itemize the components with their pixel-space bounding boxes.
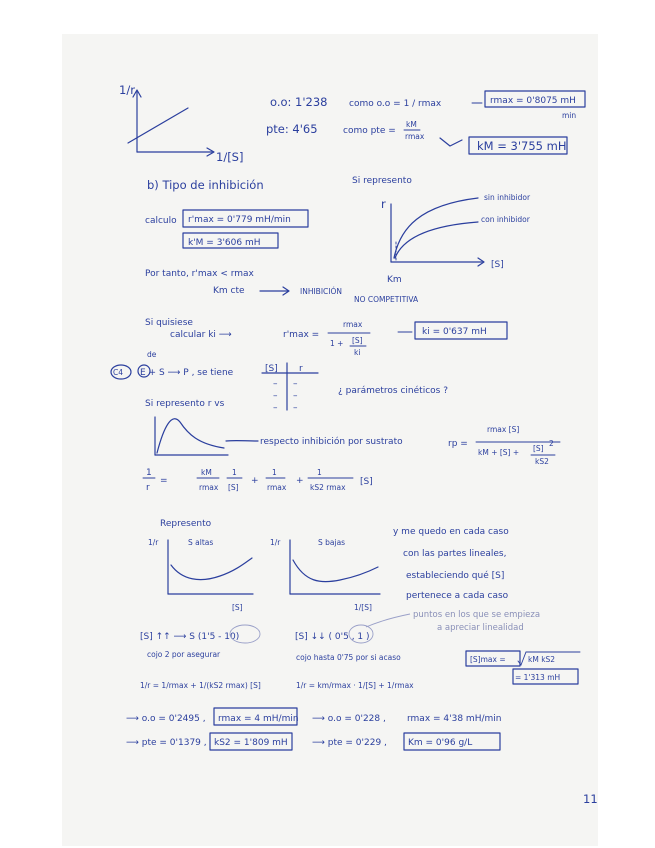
plot1-curve	[171, 558, 252, 580]
substrate-inhibition-sketch	[155, 417, 258, 455]
table-header-s: [S]	[265, 364, 278, 374]
page-number: 11	[583, 792, 598, 806]
ki-formula-den1: 1 +	[330, 339, 344, 348]
table-dash: –	[273, 379, 278, 389]
data-table	[262, 363, 318, 413]
km-result: kM = 3'755 mH	[477, 139, 567, 153]
rp-numerator: rmax [S]	[487, 425, 520, 434]
result-low-km: Km = 0'96 g/L	[408, 738, 473, 748]
low-s-label: [S] ↓↓ ( 0'5 , 1 )	[295, 632, 370, 642]
smax-result: = 1'313 mH	[515, 673, 561, 682]
eq-one-b: 1	[272, 468, 277, 477]
result-high-ks2: kS2 = 1'809 mH	[214, 738, 288, 748]
rp-denominator: kM + [S] +	[478, 448, 520, 457]
conclusion-arrow	[260, 287, 289, 295]
table-dash: –	[293, 403, 298, 413]
note-line-3: estableciendo qué [S]	[406, 571, 505, 581]
result-low-rmax: rmax = 4'38 mH/min	[407, 714, 502, 724]
smax-lhs: [S]max =	[470, 655, 506, 664]
ki-formula-den-s: [S]	[352, 336, 363, 345]
graph-label-km: Km	[387, 275, 402, 285]
conclusion-km: Km cte	[213, 286, 245, 296]
c4-marker: C4	[113, 368, 124, 377]
table-dash: –	[273, 403, 278, 413]
plot-high-s	[148, 538, 253, 612]
eq-plus-1: +	[251, 476, 259, 486]
table-dash: –	[293, 379, 298, 389]
result-low-slope: ⟶ pte = 0'229 ,	[312, 738, 387, 748]
slope-value: pte: 4'65	[266, 122, 318, 136]
section-b-title: b) Tipo de inhibición	[147, 178, 264, 192]
calc-label: calculo	[145, 216, 177, 226]
represent-label: Si represento	[352, 176, 412, 186]
eq-one-a: 1	[232, 468, 237, 477]
curve-label-without: sin inhibidor	[484, 193, 531, 202]
conclusion-inhibition: INHIBICIÓN	[300, 287, 342, 296]
slope-frac-km: kM	[406, 120, 417, 129]
ki-formula-den-ki: ki	[354, 348, 361, 357]
faint-pointer	[366, 614, 410, 627]
lineweaver-burk-sketch	[119, 83, 243, 164]
eq-equals: =	[160, 476, 168, 486]
substrate-inhibition-curve	[157, 419, 224, 453]
eq-km: kM	[201, 468, 212, 477]
ki-result: ki = 0'637 mH	[422, 327, 487, 337]
rmax-prime: r'max = 0'779 mH/min	[188, 215, 291, 225]
smax-rhs: kM kS2	[528, 655, 556, 664]
conclusion-type: NO COMPETITIVA	[354, 295, 419, 304]
eq-ks2-rmax: kS2 rmax	[310, 483, 346, 492]
plot2-curve	[293, 560, 378, 582]
linear-high: 1/r = 1/rmax + 1/(kS2 rmax) [S]	[140, 681, 261, 690]
plot2-y-label: 1/r	[270, 538, 281, 547]
result-high-slope: ⟶ pte = 0'1379 ,	[126, 738, 207, 748]
plot2-x-label: 1/[S]	[354, 603, 372, 612]
km-prime: k'M = 3'606 mH	[188, 238, 261, 248]
note-line-1: y me quedo en cada caso	[393, 527, 509, 537]
note-line-4: pertenece a cada caso	[406, 591, 509, 601]
result-high-rmax: rmax = 4 mH/min	[218, 714, 299, 724]
eq-one-c: 1	[317, 468, 322, 477]
rp-lhs: rp =	[448, 439, 468, 449]
axis-label-y: 1/r	[119, 83, 135, 97]
table-dash: –	[273, 391, 278, 401]
axis-label-x: 1/[S]	[216, 150, 244, 164]
eq-lhs-r: r	[146, 483, 150, 493]
rmax-result: rmax = 0'8075 mH	[490, 96, 576, 106]
result-low-intercept: ⟶ o.o = 0'228 ,	[312, 714, 386, 724]
result-high-intercept: ⟶ o.o = 0'2495 ,	[126, 714, 206, 724]
substrate-inhibition-label: respecto inhibición por sustrato	[260, 437, 403, 447]
eq-lhs-1: 1	[146, 468, 152, 478]
ki-formula-num: rmax	[343, 320, 363, 329]
faint-note-1: puntos en los que se empieza	[413, 610, 541, 620]
graph-label-s: [S]	[491, 260, 504, 270]
intercept-relation: como o.o = 1 / rmax	[349, 99, 442, 109]
rp-superscript: 2	[549, 439, 554, 448]
conclusion-rmax: Por tanto, r'max < rmax	[145, 269, 254, 279]
graph-label-r: r	[381, 197, 386, 211]
plot1-title: S altas	[188, 538, 214, 547]
low-s-note: cojo hasta 0'75 por si acaso	[296, 653, 401, 662]
plot1-x-label: [S]	[232, 603, 243, 612]
eq-s: [S]	[228, 483, 239, 492]
eq-rmax-2: rmax	[267, 483, 287, 492]
eq-tail-s: [S]	[360, 477, 373, 487]
rp-s2: [S]	[533, 444, 544, 453]
curve-label-with: con inhibidor	[481, 215, 530, 224]
ki-intro-2: calcular ki ⟶	[170, 330, 232, 340]
note-line-2: con las partes lineales,	[403, 549, 507, 559]
ki-formula-lhs: r'max =	[283, 330, 320, 340]
reaction-equation: E + S ⟶ P , se tiene	[140, 368, 234, 378]
reciprocal-equation	[143, 468, 373, 493]
kinetic-question: ¿ parámetros cinéticos ?	[338, 386, 448, 396]
de-label: de	[147, 350, 157, 359]
high-s-label: [S] ↑↑ ⟶ S (1'5 - 10)	[140, 632, 240, 642]
faint-note-2: a apreciar linealidad	[437, 623, 524, 633]
plot1-y-label: 1/r	[148, 538, 159, 547]
inhibition-graph	[381, 193, 531, 285]
table-header-r: r	[299, 364, 303, 374]
represento-label: Represento	[160, 519, 212, 529]
table-dash: –	[293, 391, 298, 401]
plot-low-s	[270, 538, 380, 612]
eq-plus-2: +	[296, 476, 304, 486]
rp-ks2: kS2	[535, 457, 549, 466]
ki-intro-1: Si quisiese	[145, 318, 193, 328]
eq-rmax: rmax	[199, 483, 219, 492]
represent-vs: Si represento r vs	[145, 399, 225, 409]
check-arrow	[440, 138, 462, 146]
intercept-value: o.o: 1'238	[270, 95, 328, 109]
plot2-title: S bajas	[318, 538, 346, 547]
slope-frac-rmax: rmax	[405, 132, 425, 141]
linear-low: 1/r = km/rmax · 1/[S] + 1/rmax	[296, 681, 414, 690]
rmax-unit-min: min	[562, 111, 577, 120]
curve-without-inhibitor	[394, 198, 478, 258]
high-s-note: cojo 2 por asegurar	[147, 650, 221, 659]
slope-relation: como pte =	[343, 126, 396, 136]
